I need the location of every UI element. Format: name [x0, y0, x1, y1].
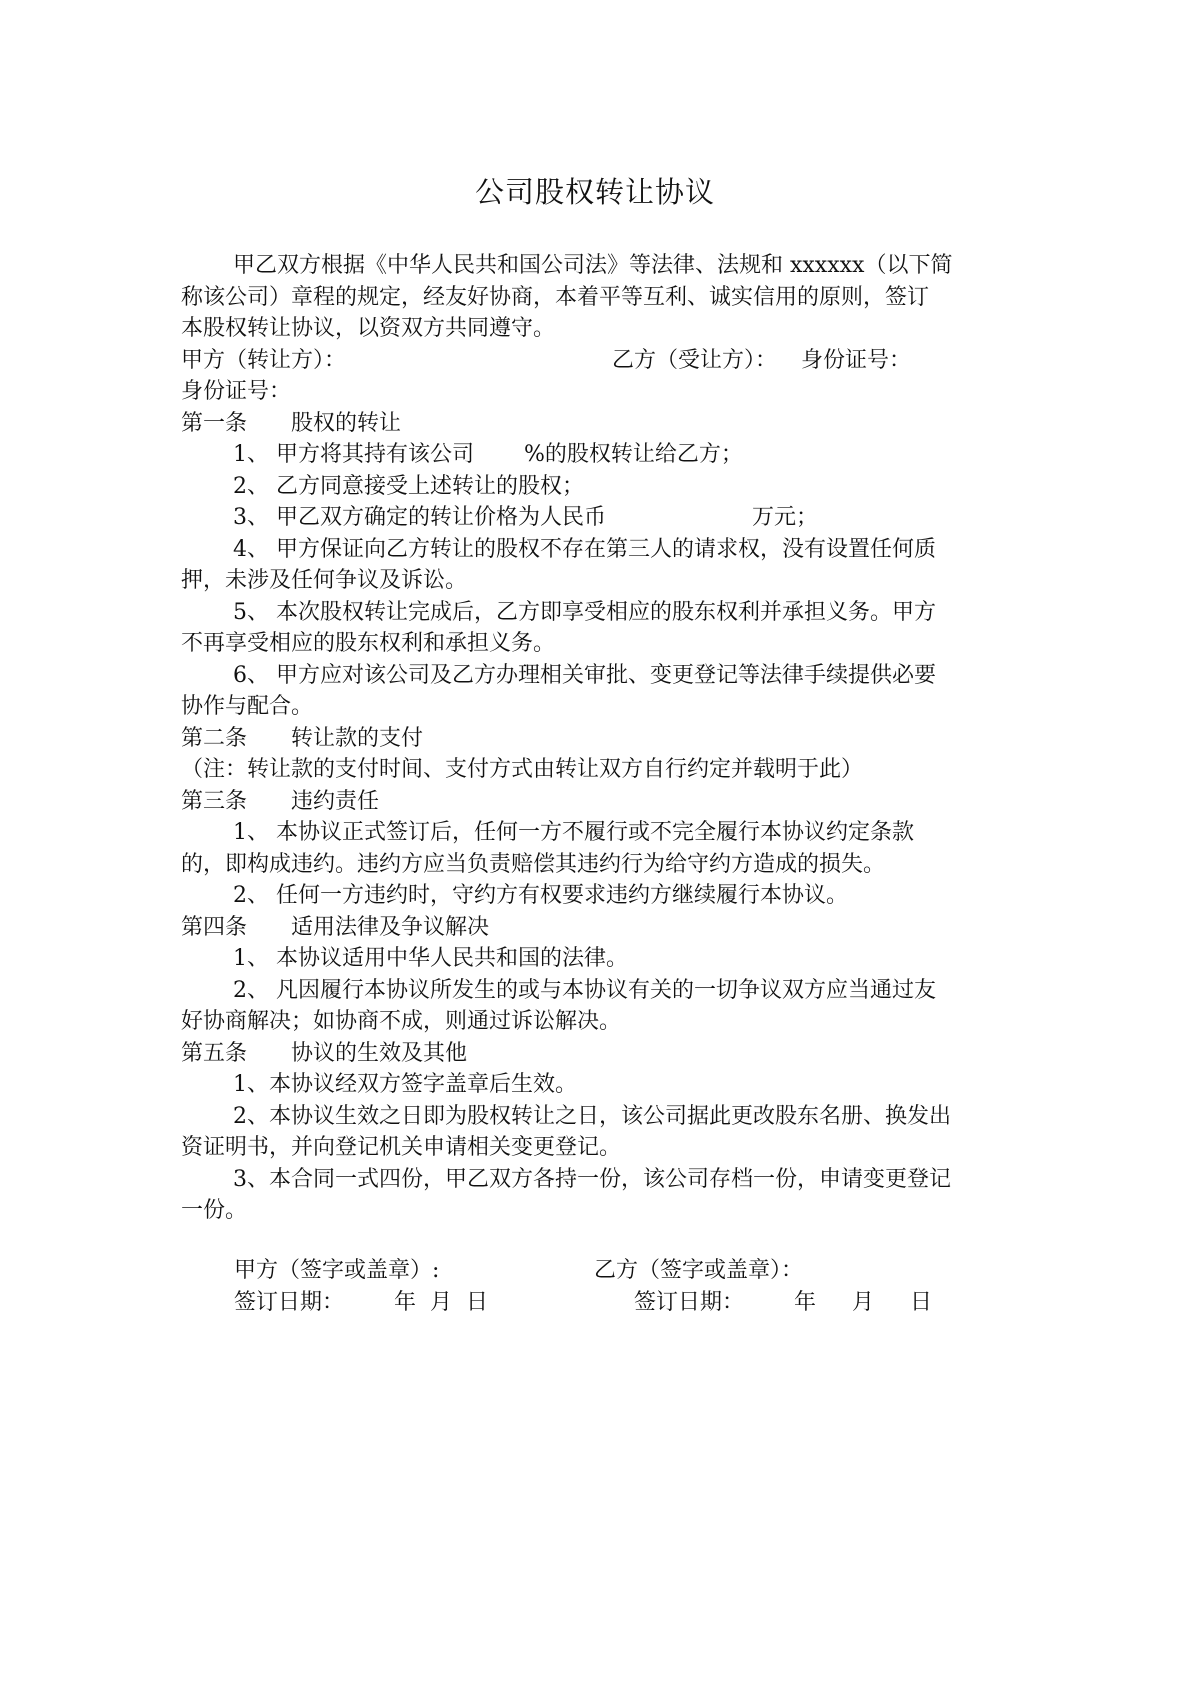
article-heading	[181, 1038, 1011, 1070]
article-heading	[181, 912, 1011, 944]
article-number: 第二条	[181, 725, 248, 751]
date-day: 日	[910, 1289, 933, 1315]
payment-note: （注：转让款的支付时间、支付方式由转让双方自行约定并载明于此）	[181, 757, 864, 782]
date-label: 签订日期：	[634, 1289, 745, 1315]
clause-continuation: 不再享受相应的股东权利和承担义务。	[181, 631, 556, 656]
document-body	[181, 250, 1011, 1227]
clause-item: 3、本合同一式四份，甲乙双方各持一份，该公司存档一份，申请变更登记	[233, 1166, 951, 1192]
clause-item: 1、本协议经双方签字盖章后生效。	[233, 1072, 577, 1097]
document-title: 公司股权转让协议	[474, 175, 715, 209]
date-month: 月	[852, 1289, 875, 1315]
article-title: 违约责任	[291, 788, 380, 814]
clause-item: 2、 任何一方违约时，守约方有权要求违约方继续履行本协议。	[233, 883, 848, 908]
intro-paragraph-line: 称该公司）章程的规定，经友好协商，本着平等互利、诚实信用的原则，签订	[181, 284, 930, 310]
clause-item: 2、本协议生效之日即为股权转让之日，该公司据此更改股东名册、换发出	[233, 1103, 951, 1129]
clause-text: 3、 甲乙双方确定的转让价格为人民币	[233, 505, 606, 530]
article-heading	[181, 723, 1011, 755]
clause-item: 1、 本协议正式签订后，任何一方不履行或不完全履行本协议约定条款	[233, 820, 914, 845]
clause-item: 2、 乙方同意接受上述转让的股权；	[233, 473, 584, 499]
clause-item	[233, 502, 1011, 534]
parties-row	[181, 345, 1011, 377]
date-row	[234, 1287, 932, 1319]
signature-block	[234, 1255, 932, 1318]
article-title: 转让款的支付	[291, 725, 424, 751]
party-a-signature-label: 甲方（签字或盖章）:	[234, 1258, 440, 1283]
clause-continuation: 一份。	[181, 1198, 248, 1223]
id-number-label: 身份证号：	[181, 379, 292, 404]
article-title: 协议的生效及其他	[291, 1040, 468, 1066]
date-year: 年	[394, 1289, 417, 1315]
id-number-label: 身份证号：	[801, 347, 912, 373]
article-heading	[181, 408, 1011, 440]
clause-item: 4、 甲方保证向乙方转让的股权不存在第三人的请求权，没有设置任何质	[233, 536, 936, 562]
date-day: 日	[466, 1289, 489, 1315]
clause-item: 2、 凡因履行本协议所发生的或与本协议有关的一切争议双方应当通过友	[233, 977, 936, 1003]
article-number: 第四条	[181, 914, 248, 940]
clause-continuation: 好协商解决；如协商不成，则通过诉讼解决。	[181, 1009, 622, 1034]
article-number: 第三条	[181, 788, 248, 814]
party-a-date	[234, 1287, 594, 1319]
signature-row	[234, 1255, 932, 1287]
intro-paragraph-line: 本股权转让协议，以资双方共同遵守。	[181, 316, 556, 341]
intro-paragraph-line: 甲乙双方根据《中华人民共和国公司法》等法律、法规和 xxxxxx（以下简	[233, 253, 953, 278]
article-title: 股权的转让	[291, 410, 402, 436]
clause-text: %的股权转让给乙方；	[524, 442, 743, 467]
article-number: 第一条	[181, 410, 248, 436]
clause-item	[233, 439, 1011, 471]
clause-text: 1、 甲方将其持有该公司	[233, 442, 474, 467]
clause-continuation: 的，即构成违约。违约方应当负责赔偿其违约行为给守约方造成的损失。	[181, 851, 886, 877]
clause-continuation: 押，未涉及任何争议及诉讼。	[181, 568, 468, 593]
clause-item: 5、 本次股权转让完成后，乙方即享受相应的股东权利并承担义务。甲方	[233, 599, 936, 625]
party-b-date	[634, 1290, 932, 1315]
clause-item: 6、 甲方应对该公司及乙方办理相关审批、变更登记等法律手续提供必要	[233, 662, 936, 688]
date-month: 月	[430, 1289, 453, 1315]
clause-text: 万元；	[752, 505, 819, 530]
article-number: 第五条	[181, 1040, 248, 1066]
article-title: 适用法律及争议解决	[291, 914, 490, 940]
party-a-label: 甲方（转让方）：	[181, 347, 347, 373]
party-b-signature-label: 乙方（签字或盖章）：	[594, 1258, 804, 1283]
clause-item: 1、 本协议适用中华人民共和国的法律。	[233, 946, 628, 971]
article-heading	[181, 786, 1011, 818]
date-year: 年	[794, 1289, 817, 1315]
date-label: 签订日期：	[234, 1289, 345, 1315]
party-b-label: 乙方（受让方）：	[612, 347, 778, 373]
clause-continuation: 资证明书，并向登记机关申请相关变更登记。	[181, 1135, 622, 1160]
clause-continuation: 协作与配合。	[181, 694, 314, 719]
